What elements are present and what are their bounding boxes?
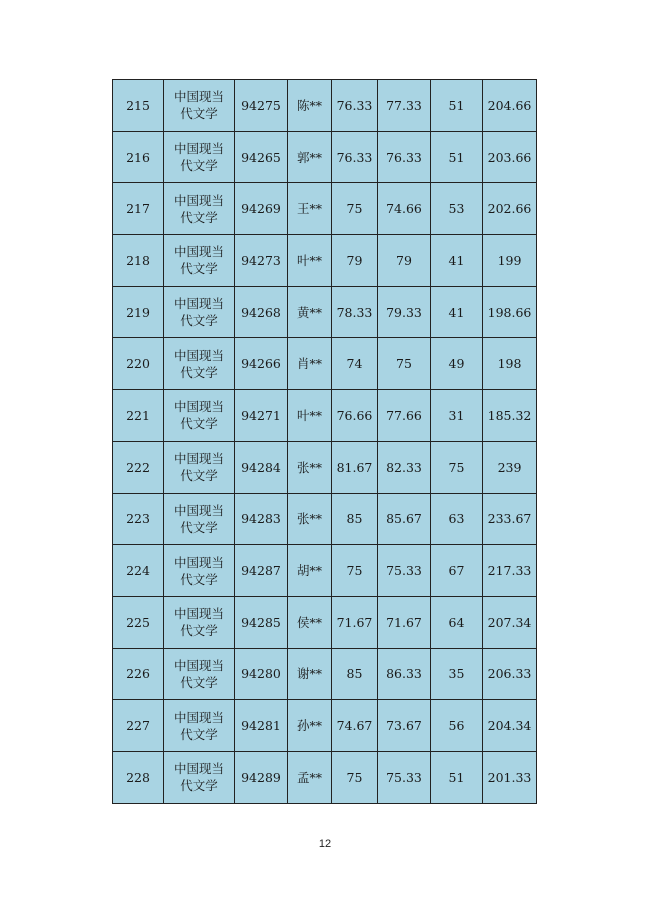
- code-cell: 94289: [235, 751, 288, 803]
- score-2-cell: 74.66: [378, 183, 431, 235]
- name-cell: 张**: [288, 441, 332, 493]
- score-3-cell: 41: [431, 286, 483, 338]
- subject-cell: [164, 648, 235, 700]
- total-score-cell: 202.66: [483, 183, 537, 235]
- score-2-cell: 76.33: [378, 131, 431, 183]
- code-cell: 94275: [235, 80, 288, 132]
- code-cell: 94281: [235, 700, 288, 752]
- name-cell: 叶**: [288, 235, 332, 287]
- code-cell: 94265: [235, 131, 288, 183]
- score-1-cell: 74: [332, 338, 378, 390]
- total-score-cell: 239: [483, 441, 537, 493]
- score-1-cell: 76.33: [332, 131, 378, 183]
- subject-label: 中国现当代文学: [173, 554, 224, 587]
- score-3-cell: 53: [431, 183, 483, 235]
- rank-cell: 218: [113, 235, 164, 287]
- name-cell: 张**: [288, 493, 332, 545]
- subject-label: 中国现当代文学: [173, 761, 224, 794]
- total-score-cell: 207.34: [483, 596, 537, 648]
- rank-cell: 228: [113, 751, 164, 803]
- score-3-cell: 31: [431, 390, 483, 442]
- table-row: [113, 545, 537, 597]
- total-score-cell: 199: [483, 235, 537, 287]
- total-score-cell: 201.33: [483, 751, 537, 803]
- subject-label: 中国现当代文学: [173, 244, 224, 277]
- table-row: [113, 131, 537, 183]
- table-row: [113, 183, 537, 235]
- code-cell: 94284: [235, 441, 288, 493]
- total-score-cell: 206.33: [483, 648, 537, 700]
- table-row: [113, 338, 537, 390]
- score-1-cell: 74.67: [332, 700, 378, 752]
- rank-cell: 223: [113, 493, 164, 545]
- table-row: [113, 493, 537, 545]
- score-3-cell: 51: [431, 751, 483, 803]
- score-2-cell: 79.33: [378, 286, 431, 338]
- total-score-cell: 185.32: [483, 390, 537, 442]
- subject-label: 中国现当代文学: [173, 451, 224, 484]
- table-row: [113, 648, 537, 700]
- name-cell: 孟**: [288, 751, 332, 803]
- subject-cell: [164, 338, 235, 390]
- subject-cell: [164, 441, 235, 493]
- subject-label: 中国现当代文学: [173, 192, 224, 225]
- name-cell: 肖**: [288, 338, 332, 390]
- rank-cell: 227: [113, 700, 164, 752]
- rank-cell: 216: [113, 131, 164, 183]
- score-1-cell: 75: [332, 545, 378, 597]
- subject-cell: [164, 390, 235, 442]
- table-row: [113, 441, 537, 493]
- table-row: [113, 235, 537, 287]
- table-row: [113, 390, 537, 442]
- score-table-container: [112, 79, 537, 804]
- score-3-cell: 49: [431, 338, 483, 390]
- score-3-cell: 63: [431, 493, 483, 545]
- score-1-cell: 85: [332, 648, 378, 700]
- subject-label: 中国现当代文学: [173, 347, 224, 380]
- score-2-cell: 77.66: [378, 390, 431, 442]
- code-cell: 94273: [235, 235, 288, 287]
- score-2-cell: 86.33: [378, 648, 431, 700]
- subject-label: 中国现当代文学: [173, 502, 224, 535]
- score-2-cell: 75.33: [378, 545, 431, 597]
- score-1-cell: 81.67: [332, 441, 378, 493]
- score-3-cell: 51: [431, 80, 483, 132]
- score-2-cell: 79: [378, 235, 431, 287]
- score-2-cell: 77.33: [378, 80, 431, 132]
- page-number: 12: [318, 838, 332, 850]
- subject-cell: [164, 80, 235, 132]
- code-cell: 94266: [235, 338, 288, 390]
- score-3-cell: 75: [431, 441, 483, 493]
- name-cell: 郭**: [288, 131, 332, 183]
- rank-cell: 225: [113, 596, 164, 648]
- subject-cell: [164, 286, 235, 338]
- code-cell: 94269: [235, 183, 288, 235]
- name-cell: 孙**: [288, 700, 332, 752]
- code-cell: 94287: [235, 545, 288, 597]
- total-score-cell: 233.67: [483, 493, 537, 545]
- subject-cell: [164, 131, 235, 183]
- name-cell: 胡**: [288, 545, 332, 597]
- subject-label: 中国现当代文学: [173, 657, 224, 690]
- score-1-cell: 79: [332, 235, 378, 287]
- total-score-cell: 198: [483, 338, 537, 390]
- score-3-cell: 64: [431, 596, 483, 648]
- score-1-cell: 75: [332, 183, 378, 235]
- name-cell: 叶**: [288, 390, 332, 442]
- subject-cell: [164, 493, 235, 545]
- name-cell: 谢**: [288, 648, 332, 700]
- subject-cell: [164, 545, 235, 597]
- score-3-cell: 51: [431, 131, 483, 183]
- subject-label: 中国现当代文学: [173, 606, 224, 639]
- code-cell: 94268: [235, 286, 288, 338]
- subject-cell: [164, 596, 235, 648]
- total-score-cell: 217.33: [483, 545, 537, 597]
- name-cell: 陈**: [288, 80, 332, 132]
- subject-cell: [164, 183, 235, 235]
- name-cell: 侯**: [288, 596, 332, 648]
- score-1-cell: 71.67: [332, 596, 378, 648]
- subject-label: 中国现当代文学: [173, 709, 224, 742]
- rank-cell: 226: [113, 648, 164, 700]
- rank-cell: 222: [113, 441, 164, 493]
- total-score-cell: 204.34: [483, 700, 537, 752]
- rank-cell: 215: [113, 80, 164, 132]
- score-2-cell: 71.67: [378, 596, 431, 648]
- code-cell: 94280: [235, 648, 288, 700]
- score-1-cell: 75: [332, 751, 378, 803]
- table-row: [113, 286, 537, 338]
- score-3-cell: 67: [431, 545, 483, 597]
- total-score-cell: 203.66: [483, 131, 537, 183]
- code-cell: 94285: [235, 596, 288, 648]
- score-1-cell: 76.33: [332, 80, 378, 132]
- score-3-cell: 35: [431, 648, 483, 700]
- score-3-cell: 56: [431, 700, 483, 752]
- rank-cell: 220: [113, 338, 164, 390]
- subject-cell: [164, 700, 235, 752]
- score-1-cell: 76.66: [332, 390, 378, 442]
- code-cell: 94271: [235, 390, 288, 442]
- total-score-cell: 204.66: [483, 80, 537, 132]
- score-2-cell: 82.33: [378, 441, 431, 493]
- score-2-cell: 75.33: [378, 751, 431, 803]
- score-3-cell: 41: [431, 235, 483, 287]
- total-score-cell: 198.66: [483, 286, 537, 338]
- score-1-cell: 78.33: [332, 286, 378, 338]
- table-row: [113, 596, 537, 648]
- score-2-cell: 75: [378, 338, 431, 390]
- table-row: [113, 751, 537, 803]
- name-cell: 黄**: [288, 286, 332, 338]
- table-row: [113, 700, 537, 752]
- subject-cell: [164, 235, 235, 287]
- score-2-cell: 73.67: [378, 700, 431, 752]
- rank-cell: 224: [113, 545, 164, 597]
- subject-label: 中国现当代文学: [173, 399, 224, 432]
- subject-label: 中国现当代文学: [173, 141, 224, 174]
- rank-cell: 219: [113, 286, 164, 338]
- subject-cell: [164, 751, 235, 803]
- score-table: [112, 79, 537, 804]
- rank-cell: 217: [113, 183, 164, 235]
- score-1-cell: 85: [332, 493, 378, 545]
- name-cell: 王**: [288, 183, 332, 235]
- score-table-body: [113, 80, 537, 804]
- score-2-cell: 85.67: [378, 493, 431, 545]
- table-row: [113, 80, 537, 132]
- rank-cell: 221: [113, 390, 164, 442]
- code-cell: 94283: [235, 493, 288, 545]
- subject-label: 中国现当代文学: [173, 89, 224, 122]
- subject-label: 中国现当代文学: [173, 296, 224, 329]
